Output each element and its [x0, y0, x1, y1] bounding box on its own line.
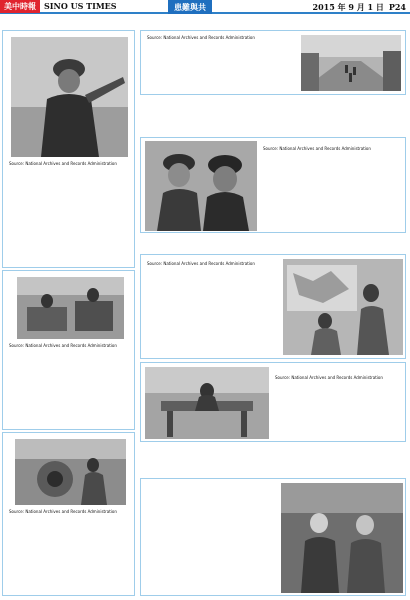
photo-marine-soldier — [11, 37, 128, 157]
caption-mechanics-source: Source: National Archives and Records Administration — [9, 509, 117, 514]
article-chennault-chiang — [140, 478, 406, 596]
photo-map-planning — [283, 259, 403, 355]
caption-kunming — [9, 343, 130, 427]
photo-map-planning-image — [283, 259, 403, 355]
article-huckleman — [140, 362, 406, 442]
caption-chennault — [147, 501, 277, 593]
photo-kunming — [17, 277, 124, 339]
masthead-logo — [0, 0, 40, 13]
caption-stilwell — [263, 146, 403, 230]
caption-kunming-source: Source: National Archives and Records Administration — [9, 343, 117, 348]
caption-huckleman — [275, 375, 403, 439]
photo-stilwell-image — [145, 141, 257, 231]
masthead — [0, 0, 410, 14]
caption-ledo-road — [147, 35, 297, 93]
photo-stilwell — [145, 141, 257, 231]
photo-kunming-image — [17, 277, 124, 339]
photo-ledo-road — [301, 35, 401, 91]
photo-mechanics — [15, 439, 126, 505]
masthead-name-en: SINO US TIMES — [44, 1, 117, 11]
caption-map-planning — [147, 261, 279, 357]
masthead-dateline — [313, 0, 406, 14]
masthead-logo-zh: 美中時報 — [4, 1, 36, 11]
photo-marine-soldier-image — [11, 37, 128, 157]
section-title: 患難與共 — [168, 0, 212, 14]
issue-date: 2015 年 9 月 1 日 — [312, 1, 384, 12]
page-number: P24 — [388, 2, 406, 12]
photo-huckleman — [145, 367, 269, 439]
article-kunming-air-base — [2, 270, 135, 430]
article-stilwell-myitkyina — [140, 137, 406, 233]
article-ledo-road — [140, 30, 406, 95]
caption-stilwell-source: Source: National Archives and Records Administration — [263, 146, 371, 151]
photo-mechanics-image — [15, 439, 126, 505]
caption-marine-soldier — [9, 161, 130, 265]
photo-huckleman-image — [145, 367, 269, 439]
article-map-planning — [140, 254, 406, 359]
caption-marine-source: Source: National Archives and Records Administration — [9, 161, 117, 166]
photo-chennault-chiang-image — [281, 483, 403, 593]
article-student-mechanics — [2, 432, 135, 596]
article-marine-soldier — [2, 30, 135, 268]
caption-huckleman-source: Source: National Archives and Records Administration — [275, 375, 383, 380]
caption-map-source: Source: National Archives and Records Administration — [147, 261, 255, 266]
caption-mechanics — [9, 509, 130, 593]
caption-ledo-source: Source: National Archives and Records Administration — [147, 35, 255, 40]
photo-ledo-road-image — [301, 35, 401, 91]
photo-chennault-chiang — [281, 483, 403, 593]
